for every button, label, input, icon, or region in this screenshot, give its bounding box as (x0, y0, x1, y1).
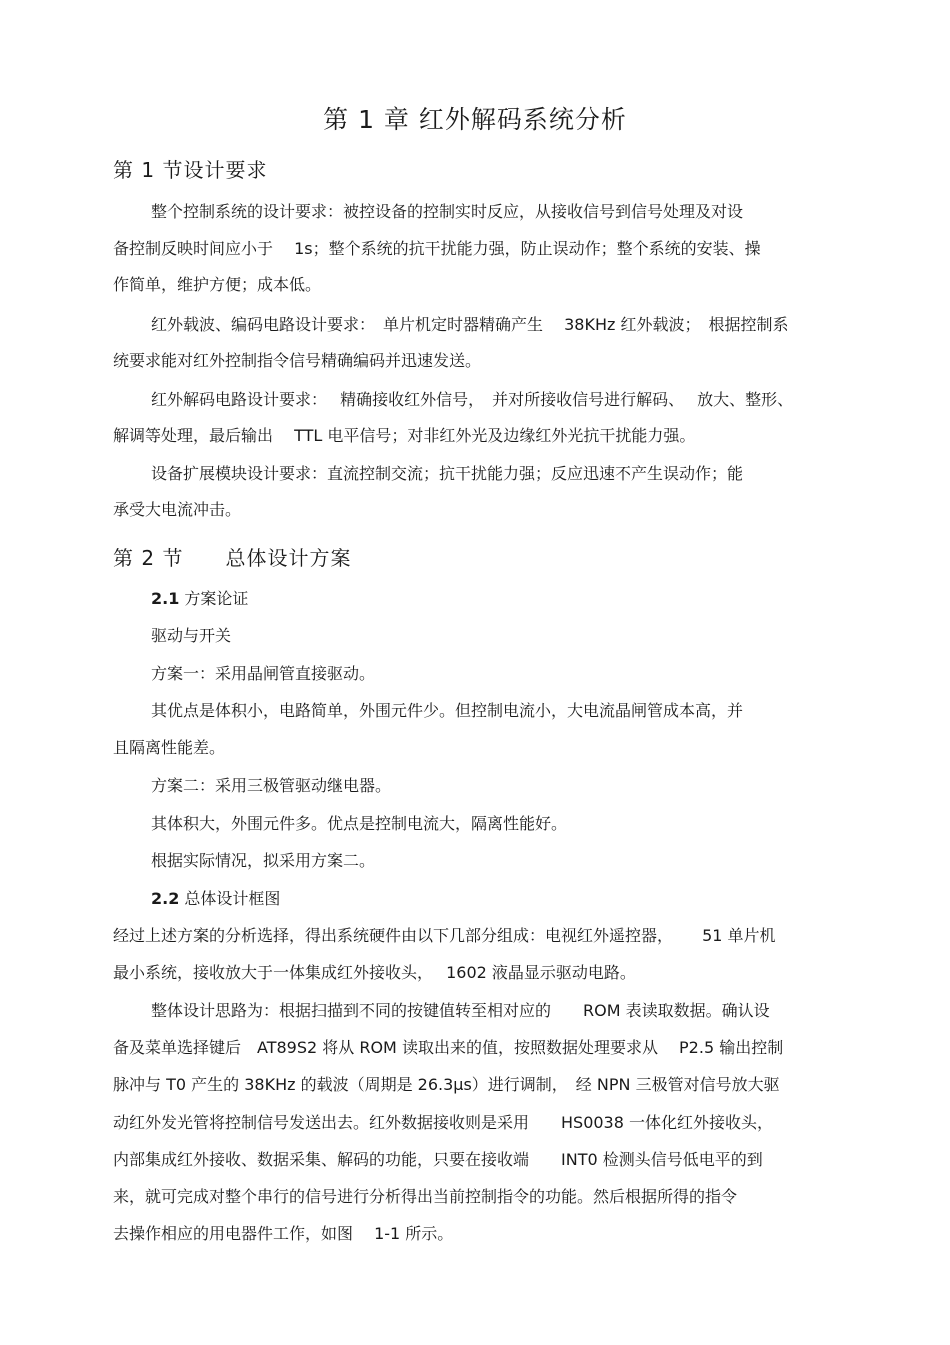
paragraph-line: 作简单，维护方便；成本低。 (113, 275, 322, 294)
paragraph-line: 驱动与开关 (151, 626, 232, 645)
subsection-text: 方案论证 (179, 589, 249, 608)
paragraph-line: 最小系统，接收放大于一体集成红外接收头， 1602 液晶显示驱动电路。 (113, 963, 636, 982)
paragraph-line: 解调等处理，最后输出 TTL 电平信号；对非红外光及边缘红外光抗干扰能力强。 (113, 426, 696, 445)
paragraph-line: 方案二：采用三极管驱动继电器。 (151, 776, 392, 795)
subsection-text: 总体设计框图 (179, 889, 281, 908)
subsection-heading-2-2 (151, 889, 280, 909)
paragraph-line: 去操作相应的用电器件工作，如图 1-1 所示。 (113, 1224, 454, 1243)
subsection-number: 2.2 (151, 889, 180, 908)
paragraph-line: 备及菜单选择键后 AT89S2 将从 ROM 读取出来的值，按照数据处理要求从 P2.5 输出控制 (113, 1038, 784, 1057)
chapter-title: 第 1 章 红外解码系统分析 (323, 105, 627, 134)
paragraph-line: 红外载波、编码电路设计要求： 单片机定时器精确产生 38KHz 红外载波； 根据控制系 (151, 315, 789, 334)
paragraph-line: 其优点是体积小，电路简单，外围元件少。但控制电流小，大电流晶闸管成本高，并 (151, 701, 744, 720)
paragraph-line: 红外解码电路设计要求： 精确接收红外信号， 并对所接收信号进行解码、 放大、整形、 (151, 390, 794, 409)
paragraph-line: 来，就可完成对整个串行的信号进行分析得出当前控制指令的功能。然后根据所得的指令 (113, 1187, 738, 1206)
paragraph-line: 方案一：采用晶闸管直接驱动。 (151, 664, 376, 683)
section-title-2: 第 2 节 总体设计方案 (113, 546, 352, 570)
paragraph-line: 整体设计思路为：根据扫描到不同的按键值转至相对应的 ROM 表读取数据。确认设 (151, 1001, 770, 1020)
paragraph-line: 脉冲与 T0 产生的 38KHz 的载波（周期是 26.3μs）进行调制， 经 NPN 三极管对信号放大驱 (113, 1075, 780, 1094)
paragraph-line: 经过上述方案的分析选择，得出系统硬件由以下几部分组成：电视红外遥控器， 51 单片机 (113, 926, 776, 945)
subsection-number: 2.1 (151, 589, 180, 608)
paragraph-line: 承受大电流冲击。 (113, 500, 242, 519)
paragraph-line: 动红外发光管将控制信号发送出去。红外数据接收则是采用 HS0038 一体化红外接收头， (113, 1113, 773, 1132)
subsection-heading-2-1 (151, 589, 248, 609)
paragraph-line: 设备扩展模块设计要求：直流控制交流；抗干扰能力强；反应迅速不产生误动作；能 (151, 464, 744, 483)
paragraph-line: 内部集成红外接收、数据采集、解码的功能，只要在接收端 INT0 检测头信号低电平的到 (113, 1150, 763, 1169)
paragraph-line: 且隔离性能差。 (113, 738, 226, 757)
paragraph-line: 整个控制系统的设计要求：被控设备的控制实时反应，从接收信号到信号处理及对设 (151, 202, 744, 221)
paragraph-line: 其体积大，外围元件多。优点是控制电流大，隔离性能好。 (151, 814, 568, 833)
paragraph-line: 统要求能对红外控制指令信号精确编码并迅速发送。 (113, 351, 482, 370)
paragraph-line: 根据实际情况，拟采用方案二。 (151, 851, 376, 870)
section-title-1: 第 1 节设计要求 (113, 158, 268, 182)
paragraph-line: 备控制反映时间应小于 1s；整个系统的抗干扰能力强，防止误动作；整个系统的安装、操 (113, 239, 761, 258)
